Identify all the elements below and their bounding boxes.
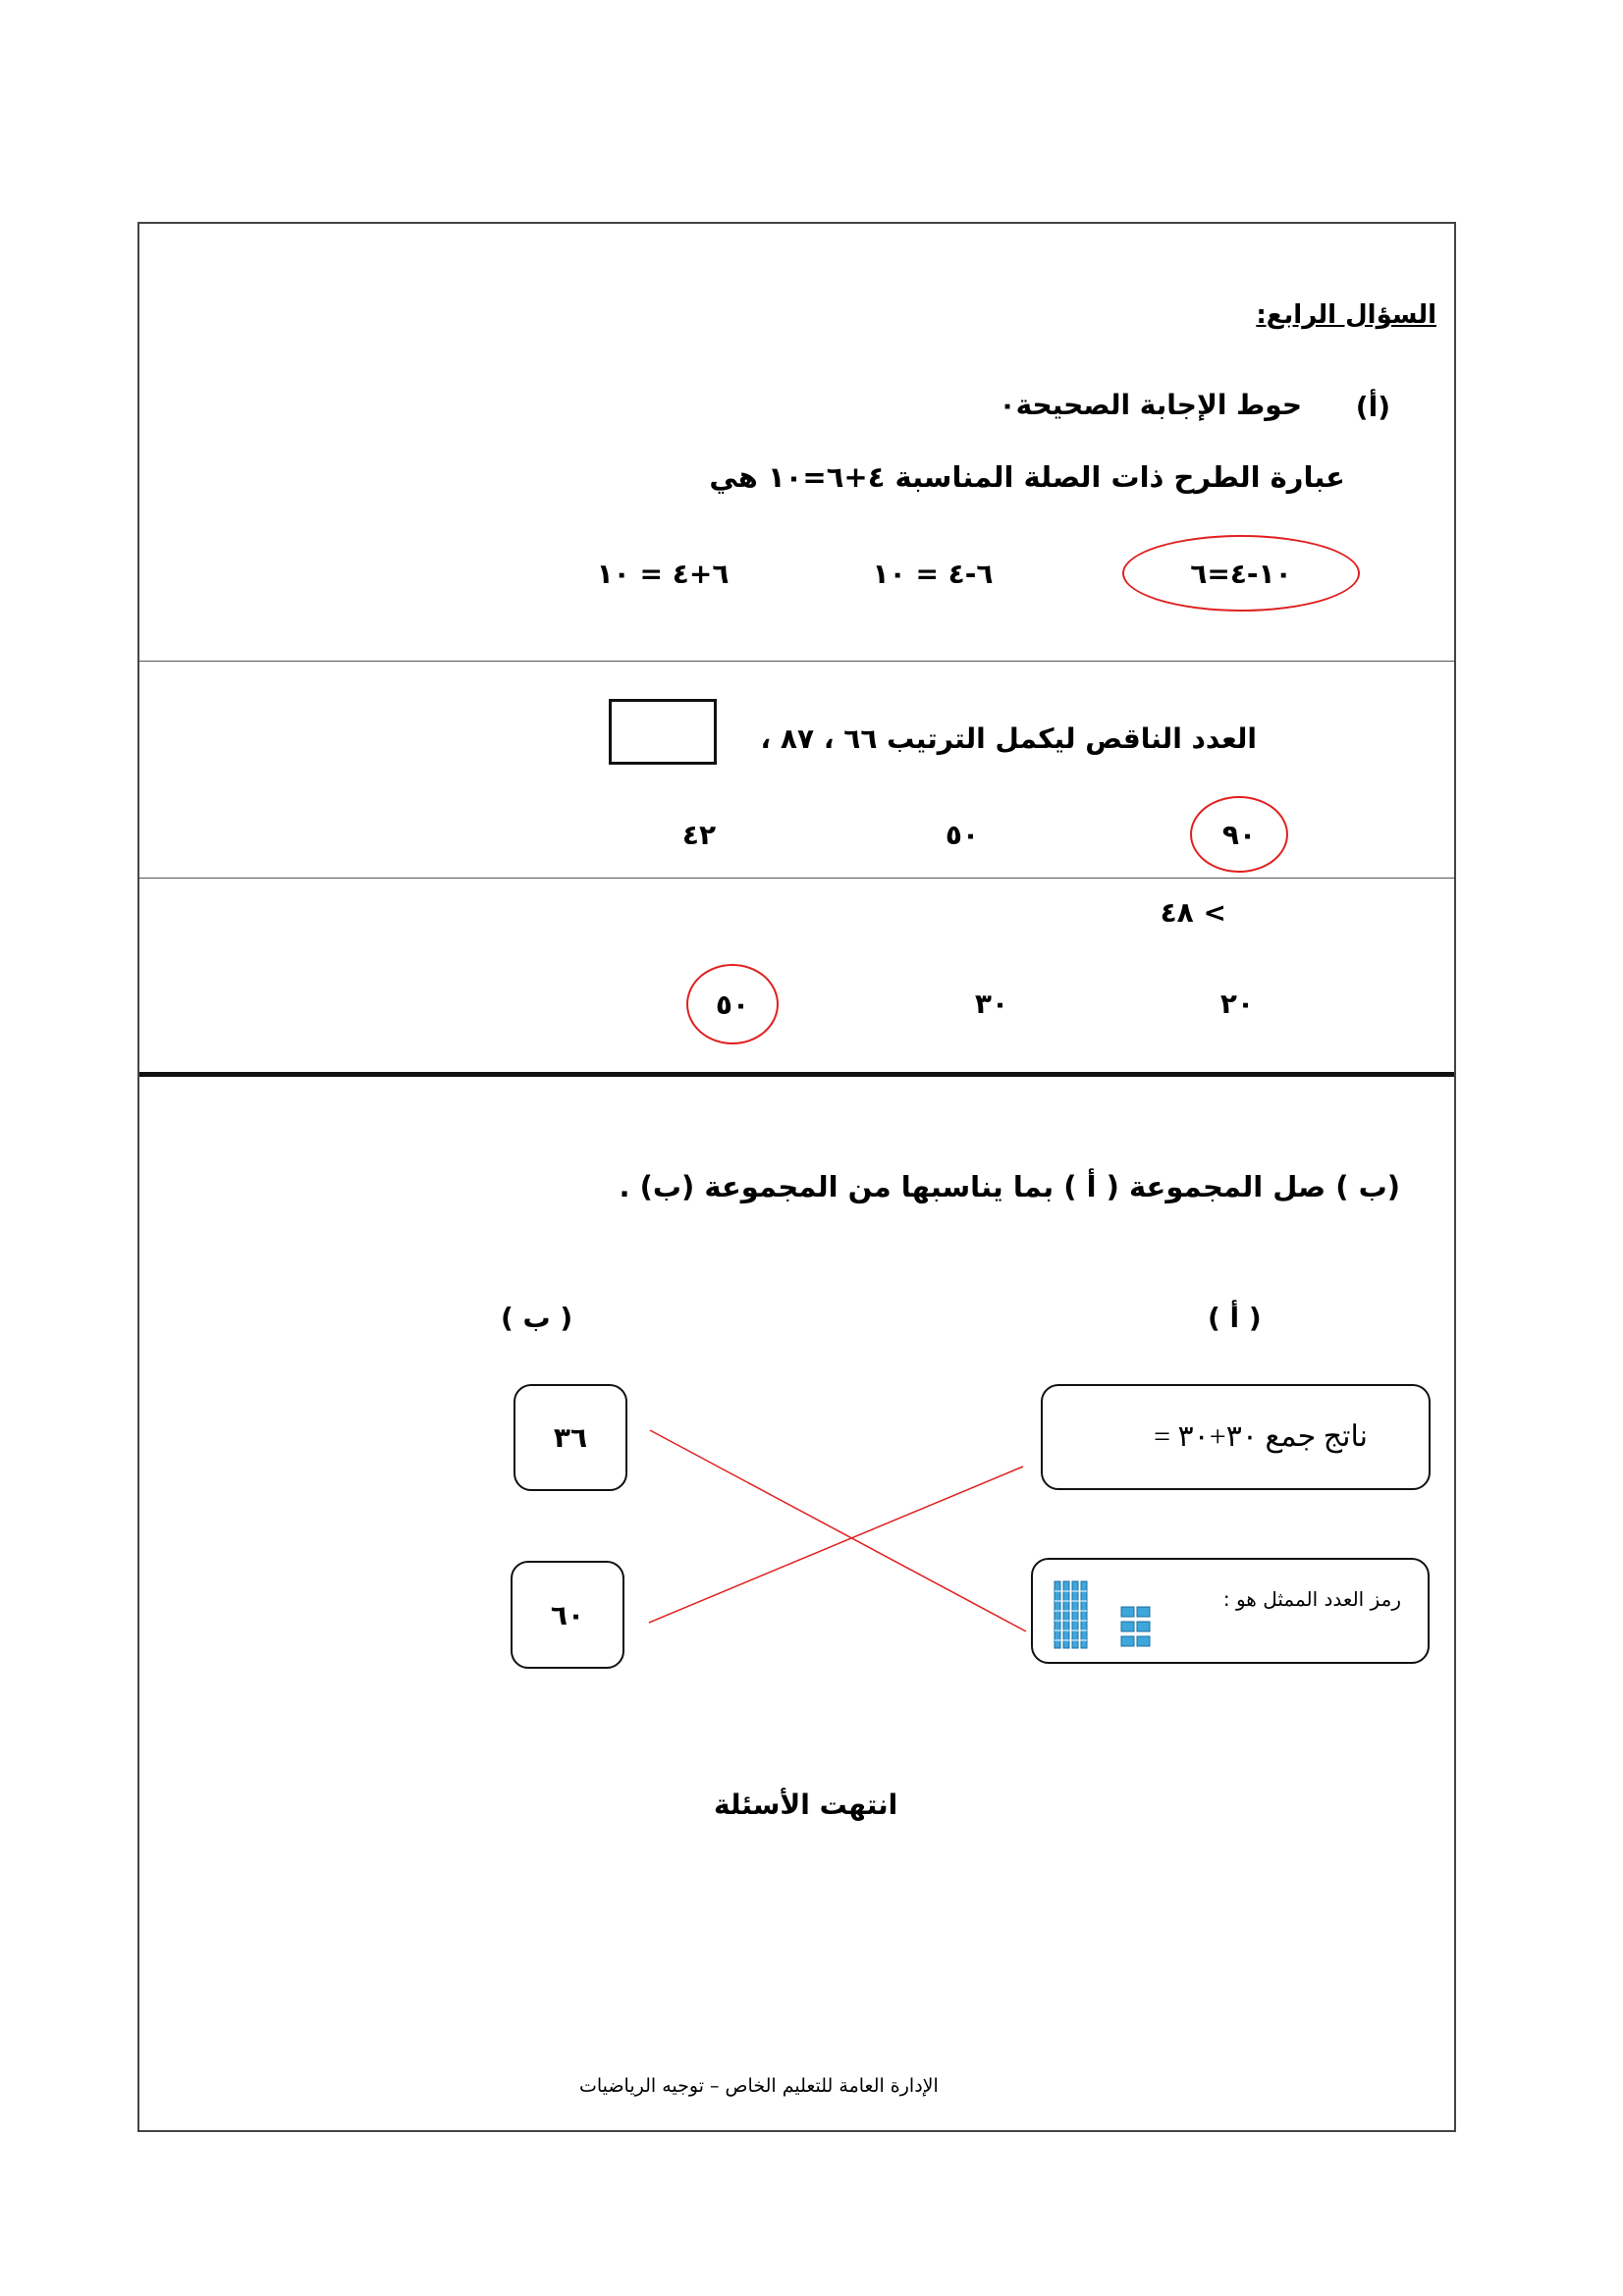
group-a-item-1-text: ناتج جمع ٣٠+٣٠ =	[1154, 1420, 1368, 1453]
end-text: انتهت الأسئلة	[714, 1789, 898, 1821]
q1-option-3[interactable]: ٦+٤ = ١٠	[596, 557, 730, 590]
q2-prompt: العدد الناقص ليكمل الترتيب ٦٦ ، ٨٧ ،	[760, 722, 1257, 755]
part-a-label: (أ)	[1355, 391, 1390, 423]
q1-option-2[interactable]: ٦-٤ = ١٠	[872, 557, 994, 590]
q2-option-3[interactable]: ٤٢	[681, 818, 717, 851]
footer: الإدارة العامة للتعليم الخاص – توجيه الرياضيات	[579, 2075, 939, 2097]
group-a-item-2-text: رمز العدد الممثل هو :	[1222, 1587, 1401, 1611]
q1-prompt: عبارة الطرح ذات الصلة المناسبة ٤+٦=١٠ هي	[709, 460, 1345, 494]
part-b-instruction: (ب ) صل المجموعة ( أ ) بما يناسبها من المجموعة (ب) .	[619, 1170, 1400, 1203]
q1-option-1-text: ١٠-٤=٦	[1190, 557, 1292, 590]
q3-option-1[interactable]: ٢٠	[1219, 987, 1255, 1020]
question-title: السؤال الرابع:	[1256, 300, 1436, 330]
q2-option-2[interactable]: ٥٠	[945, 818, 980, 851]
group-a-label: ( أ )	[1208, 1302, 1262, 1334]
group-b-item-1-text: ٣٦	[553, 1421, 588, 1454]
q3-prompt: ٤٨ <	[1160, 896, 1226, 929]
q2-option-1[interactable]: ٩٠	[1221, 818, 1257, 851]
q3-option-2[interactable]: ٣٠	[974, 987, 1009, 1020]
q3-option-3[interactable]: ٥٠	[715, 988, 750, 1021]
part-a-instruction: حوط الإجابة الصحيحة٠	[999, 389, 1302, 421]
match-line	[650, 1430, 1026, 1631]
group-b-label: ( ب )	[501, 1302, 573, 1334]
group-b-item-2-text: ٦٠	[550, 1598, 585, 1631]
